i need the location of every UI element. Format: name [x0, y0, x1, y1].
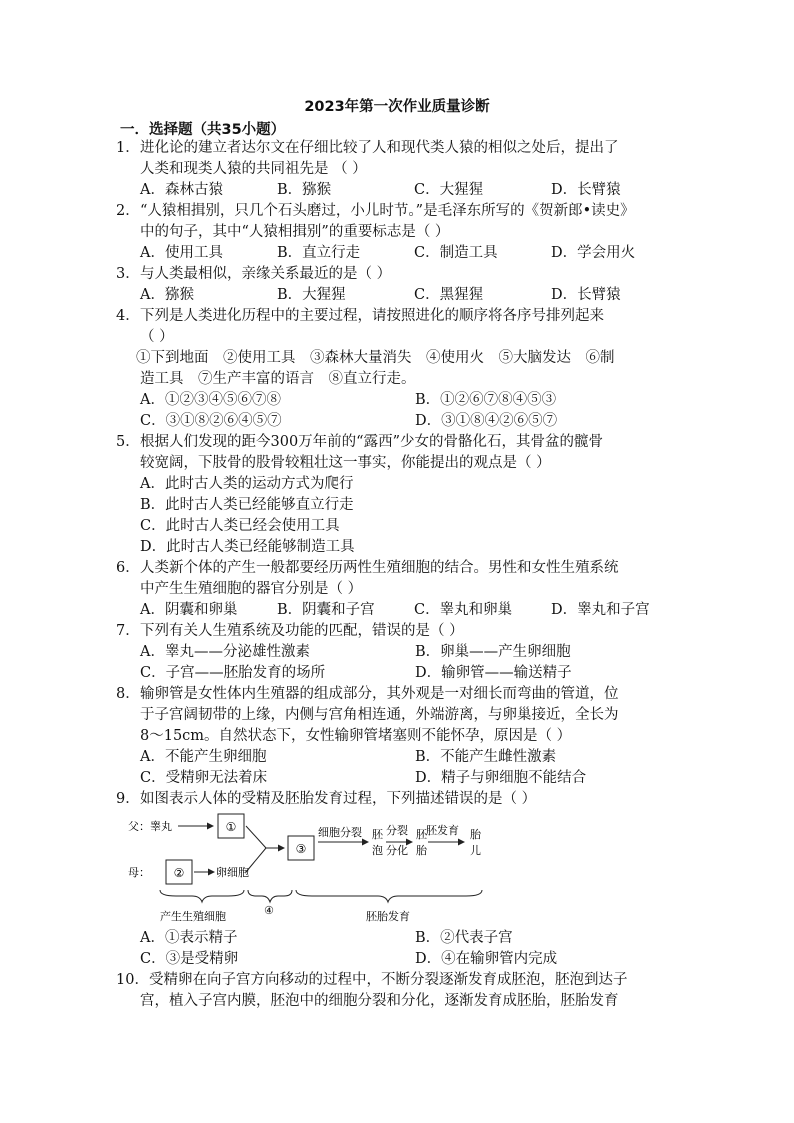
- question-text: 如图表示人体的受精及胚胎发育过程，下列描述错误的是（ ）: [140, 791, 537, 807]
- options: [116, 768, 690, 789]
- question-number: 1．: [116, 140, 140, 156]
- question-text: 与人类最相似，亲缘关系最近的是（ ）: [140, 266, 392, 282]
- option-d[interactable]: D．输卵管——输送精子: [415, 665, 572, 681]
- option-a[interactable]: A．①表示精子: [140, 930, 238, 946]
- arrow: [246, 848, 266, 872]
- blastocyst-label-1: 胚: [372, 828, 383, 841]
- question-10: [116, 970, 690, 1012]
- option-c[interactable]: C．③是受精卵: [140, 951, 239, 967]
- option-a[interactable]: A．阴囊和卵巢: [140, 602, 238, 618]
- question-number: 2．: [116, 203, 140, 219]
- option-c[interactable]: C．黑猩猩: [414, 287, 484, 303]
- brace-4: [248, 890, 292, 902]
- option-a[interactable]: A．使用工具: [140, 245, 223, 261]
- section-heading: 一．选择题（共35小题）: [120, 122, 286, 138]
- option-c[interactable]: C．受精卵无法着床: [140, 770, 268, 786]
- question-text: 8～15cm。自然状态下，女性输卵管堵塞则不能怀孕，原因是（ ）: [140, 728, 572, 744]
- question-number: 9．: [116, 791, 140, 807]
- option-c[interactable]: C．大猩猩: [414, 182, 484, 198]
- question-number: 5．: [116, 434, 140, 450]
- option-d[interactable]: D．③①⑧④②⑥⑤⑦: [415, 413, 558, 429]
- option-b[interactable]: B．猕猴: [277, 182, 332, 198]
- option-a[interactable]: A．①②③④⑤⑥⑦⑧: [140, 392, 281, 408]
- question-8: [116, 684, 690, 789]
- option-c[interactable]: C．睾丸和卵巢: [414, 602, 513, 618]
- options: [116, 642, 690, 663]
- brace-development: [296, 890, 482, 902]
- option-d[interactable]: D．长臂猿: [551, 287, 621, 303]
- gamete-production-label: 产生生殖细胞: [160, 910, 226, 923]
- options: [116, 663, 690, 684]
- split-label: 分裂: [386, 824, 408, 837]
- father-label: 父：睾丸: [128, 820, 172, 833]
- sequence-items: 造工具 ⑦生产丰富的语言 ⑧直立行走。: [140, 371, 416, 387]
- question-text: 输卵管是女性体内生殖器的组成部分，其外观是一对细长而弯曲的管道，位: [140, 686, 619, 702]
- option-d[interactable]: D．睾丸和子宫: [551, 602, 650, 618]
- option-c[interactable]: C．③①⑧②⑥④⑤⑦: [140, 413, 282, 429]
- question-text: （ ）: [140, 329, 174, 345]
- box-1-label: ①: [225, 820, 237, 834]
- options: [116, 285, 690, 306]
- question-text: 宫，植入子宫内膜，胚泡中的细胞分裂和分化，逐渐发育成胚胎，胚胎发育: [140, 993, 619, 1009]
- question-4: [116, 306, 690, 432]
- develop-label: 胚发育: [426, 824, 459, 837]
- option-b[interactable]: B．②代表子宫: [415, 930, 513, 946]
- question-1: [116, 138, 690, 201]
- fetus-label-1: 胎: [470, 828, 481, 841]
- options: [116, 411, 690, 432]
- options: [116, 390, 690, 411]
- option-b[interactable]: B．卵巢——产生卵细胞: [415, 644, 571, 660]
- question-number: 10．: [116, 972, 149, 988]
- question-text: 人类和现类人猿的共同祖先是 （ ）: [140, 161, 367, 177]
- question-text: 中产生生殖细胞的器官分别是（ ）: [140, 581, 363, 597]
- question-5: [116, 432, 690, 558]
- option-c[interactable]: C．子宫——胚胎发育的场所: [140, 665, 326, 681]
- question-text: 于子宫阔韧带的上缘，内侧与宫角相连通，外端游离，与卵巢接近，全长为: [140, 707, 619, 723]
- option-a[interactable]: A．森林古猿: [140, 182, 223, 198]
- question-text: 下列是人类进化历程中的主要过程，请按照进化的顺序将各序号排列起来: [140, 308, 604, 324]
- options: [116, 949, 690, 970]
- question-text: 中的句子，其中“人猿相揖别”的重要标志是（ ）: [140, 224, 450, 240]
- question-text: 受精卵在向子宫方向移动的过程中，不断分裂逐渐发育成胚泡，胚泡到达子: [148, 972, 628, 988]
- mother-label: 母：: [128, 866, 150, 879]
- differentiation-label: 分化: [386, 844, 408, 857]
- question-text: “人猿相揖别，只几个石头磨过，小儿时节。”是毛泽东所写的《贺新郎•读史》: [140, 203, 635, 219]
- option-a[interactable]: A．睾丸——分泌雄性激素: [140, 644, 310, 660]
- box-3-label: ③: [295, 842, 307, 856]
- question-text: 进化论的建立者达尔文在仔细比较了人和现代类人猿的相似之处后，提出了: [140, 140, 619, 156]
- question-7: [116, 621, 690, 684]
- options: [116, 747, 690, 768]
- step-4-label: ④: [264, 904, 274, 917]
- options: [116, 180, 690, 201]
- question-text: 人类新个体的产生一般都要经历两性生殖细胞的结合。男性和女性生殖系统: [140, 560, 619, 576]
- options: [116, 928, 690, 949]
- options: [116, 600, 690, 621]
- question-3: [116, 264, 690, 306]
- question-text: 下列有关人生殖系统及功能的匹配，错误的是（ ）: [140, 623, 464, 639]
- option-b[interactable]: B．此时古人类已经能够直立行走: [140, 497, 354, 513]
- question-number: 4．: [116, 308, 140, 324]
- brace-gamete: [160, 890, 244, 902]
- page-title: 2023年第一次作业质量诊断: [304, 99, 490, 115]
- question-9: [116, 789, 690, 970]
- fetus-label-2: 儿: [470, 844, 481, 857]
- question-number: 6．: [116, 560, 140, 576]
- option-b[interactable]: B．直立行走: [277, 245, 361, 261]
- embryo-label-2: 胎: [416, 844, 427, 857]
- question-number: 7．: [116, 623, 140, 639]
- box-2-label: ②: [173, 866, 185, 880]
- embryo-development-label: 胚胎发育: [366, 910, 410, 923]
- blastocyst-label-2: 泡: [372, 844, 383, 857]
- option-b[interactable]: B．大猩猩: [277, 287, 346, 303]
- option-b[interactable]: B．不能产生雌性激素: [415, 749, 557, 765]
- option-a[interactable]: A．猕猴: [140, 287, 194, 303]
- cell-division-label: 细胞分裂: [318, 826, 362, 839]
- option-b[interactable]: B．①②⑥⑦⑧④⑤③: [415, 392, 557, 408]
- question-text: 较宽阔，下肢骨的股骨较粗壮这一事实，你能提出的观点是（ ）: [140, 455, 551, 471]
- question-6: [116, 558, 690, 621]
- question-number: 3．: [116, 266, 140, 282]
- option-d[interactable]: D．精子与卵细胞不能结合: [415, 770, 587, 786]
- question-list: [116, 138, 690, 1012]
- option-b[interactable]: B．阴囊和子宫: [277, 602, 375, 618]
- option-d[interactable]: D．④在输卵管内完成: [415, 951, 558, 967]
- fertilization-diagram: [116, 810, 690, 928]
- question-2: [116, 201, 690, 264]
- option-a[interactable]: A．此时古人类的运动方式为爬行: [140, 476, 354, 492]
- option-c[interactable]: C．制造工具: [414, 245, 498, 261]
- embryo-label-1: 胚: [416, 828, 427, 841]
- option-d[interactable]: D．长臂猿: [551, 182, 621, 198]
- option-d[interactable]: D．学会用火: [551, 245, 636, 261]
- options: [116, 243, 690, 264]
- question-number: 8．: [116, 686, 140, 702]
- sequence-items: ①下到地面 ②使用工具 ③森林大量消失 ④使用火 ⑤大脑发达 ⑥制: [136, 350, 615, 366]
- question-text: 根据人们发现的距今300万年前的“露西”少女的骨骼化石，其骨盆的髋骨: [140, 434, 603, 450]
- arrow: [246, 826, 266, 848]
- egg-cell-label: 卵细胞: [216, 866, 249, 879]
- option-c[interactable]: C．此时古人类已经会使用工具: [140, 518, 340, 534]
- option-a[interactable]: A．不能产生卵细胞: [140, 749, 267, 765]
- option-d[interactable]: D．此时古人类已经能够制造工具: [140, 539, 355, 555]
